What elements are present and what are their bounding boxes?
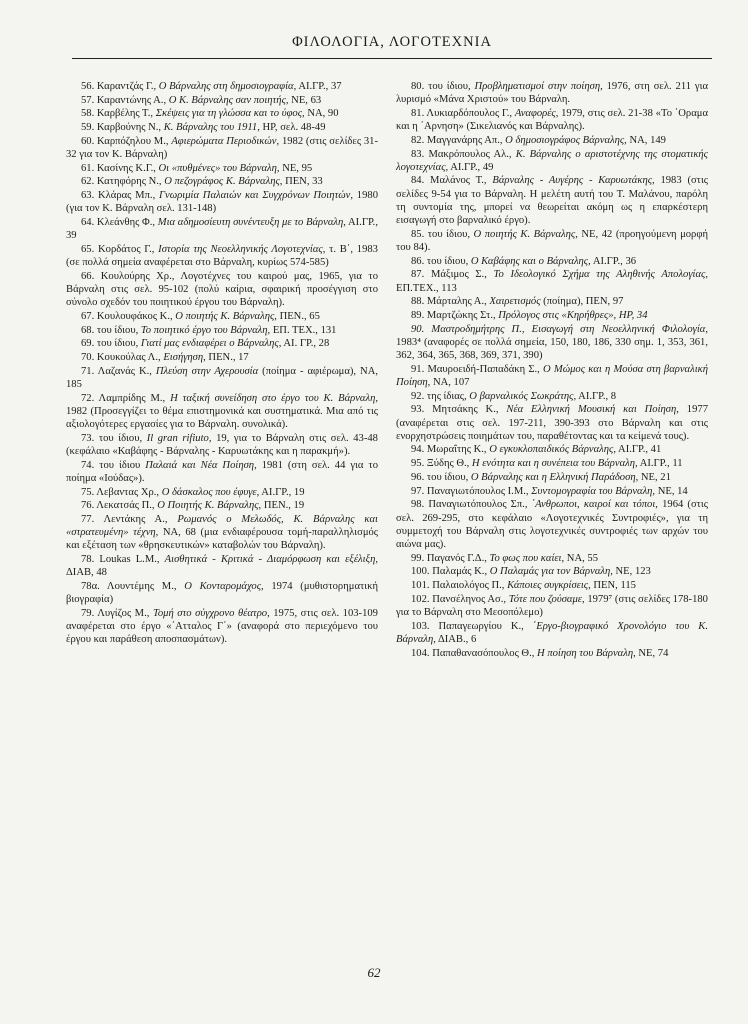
entry-title: Οι «πυθμένες» του Βάρναλη — [158, 162, 277, 174]
entry-details: , ΑΙ.ΓΡ., 36 — [588, 255, 637, 267]
entry-title: Βάρναλης - Αυγέρης - Καρυωτάκης — [492, 175, 653, 187]
entry-details: , 1979, στις σελ. 21-38 «Το ΄Οραμα και η ΄Αρνηση» (Σικελιανός και Βάρναλης). — [396, 107, 708, 133]
bibliography-entry — [66, 270, 378, 310]
entry-author: 102. Πανσέληνος Ασ., — [411, 593, 509, 605]
entry-details: (ποίημα - αφιέρωμα), ΝΑ, 185 — [66, 365, 379, 390]
entry-details: , ΑΙ.ΓΡ., 19 — [256, 486, 305, 498]
entry-details: , ΑΙ.ΓΡ., 49 — [445, 161, 494, 173]
entry-details: , ΝΕ, 42 (προηγούμενη μορφή του 84). — [396, 228, 708, 253]
entry-title: ΄Εργο-βιογραφικό Χρονολόγιο του Κ. Βάρναλη — [396, 620, 708, 645]
entry-title: ΄Ανθρωποι, καιροί και τόποι — [531, 499, 656, 511]
entry-author: 91. Μαυροειδή-Παπαδάκη Σ., — [411, 363, 544, 375]
entry-details: , ΠΕΝ., 19 — [258, 500, 305, 512]
entry-author: 56. Καραντζάς Γ., — [81, 81, 159, 92]
bibliography-entry — [66, 216, 378, 242]
bibliography-entry — [396, 268, 708, 294]
bibliography-entry — [396, 552, 708, 565]
entry-author: 97. Παναγιωτόπουλος Ι.Μ., — [411, 485, 532, 497]
bibliography-entry — [396, 498, 708, 551]
entry-details: , ΝΕ, 14 — [652, 485, 688, 497]
entry-details: , τ. Β΄, 1983 (σε πολλά σημεία αναφέρεται στο Βάρναλη, κυρίως 574-585) — [66, 243, 378, 269]
entry-details: , ΠΕΝ., 65 — [274, 310, 320, 322]
bibliography-entry — [396, 579, 708, 592]
entry-details: , 1975, στις σελ. 103-109 αναφέρεται στο έργο «΄Ατταλος Γ΄» (αναφορά στο περιεχόμενο του έργου και παράθεση αποσπασμάτων). — [66, 607, 378, 646]
entry-title: Ο εγκυκλοπαιδικός Βάρναλης — [489, 444, 614, 456]
entry-title: Ο Κ. Βάρναλης σαν ποιητής — [168, 94, 286, 106]
entry-author: 99. Παγανός Γ.Δ., — [411, 552, 490, 564]
entry-title: Παλαιά και Νέα Ποίηση — [145, 459, 255, 471]
entry-author: 89. Μαρτζώκης Στ., — [411, 309, 499, 321]
entry-title: Ο Ποιητής Κ. Βάρναλης — [157, 500, 259, 512]
entry-title: Κ. Βάρναλης του 1911 — [163, 122, 258, 134]
entry-details: , ΕΠ. ΤΕΧ., 131 — [267, 324, 337, 336]
bibliography-entry — [396, 457, 708, 470]
entry-details: , ΝΕ, 74 — [633, 647, 669, 659]
entry-title: Ο Καβάφης και ο Βάρναλης — [470, 255, 589, 267]
bibliography-entry — [66, 365, 378, 391]
entry-title: Ο πεζογράφος Κ. Βάρναλης — [164, 176, 280, 188]
entry-author: 83. Μακρόπουλος Αλ., — [411, 148, 516, 160]
bibliography-entry — [66, 337, 378, 350]
entry-author: 101. Παλαιολόγος Π., — [411, 580, 508, 592]
entry-title: Εισήγηση — [163, 352, 204, 364]
entry-details: , ΝΑ, 107 — [427, 376, 470, 388]
entry-author: 67. Κουλουφάκος Κ., — [81, 310, 176, 322]
entry-title: Το φως που καίει — [489, 552, 562, 564]
bibliography-column-right — [396, 80, 708, 660]
bibliography-entry — [66, 499, 378, 512]
bibliography-entry — [66, 162, 378, 175]
bibliography-entry — [396, 620, 708, 646]
entry-author: 71. Λαζανάς Κ., — [81, 365, 156, 377]
entry-title: Ο Παλαμάς για τον Βάρναλη — [489, 566, 611, 578]
entry-details: , 1982 (Προσεγγίζει το θέμα επιστημονικά και συστηματικά. Μια από τις αξιολογότερες εργασίες για το Βάρναλη. συνολικά). — [66, 392, 378, 431]
entry-title: Γνωριμία Παλαιών και Συγχρόνων Ποιητών — [158, 190, 351, 202]
entry-details: , ΑΙ. ΓΡ., 28 — [278, 338, 330, 350]
bibliography-entry — [396, 485, 708, 498]
entry-details: , 1976, στη σελ. 211 για λυρισμό «Μάνα Χριστού» του Βάρναλη. — [396, 81, 708, 106]
entry-details: Λογοτέχνες του καιρού μας, 1965, για το Βάρναλη στις σελ. 95-102 (πολύ καίρια, σφαιρική προσέγγιση στο σύνολο σχεδόν του ποιητικού έργου του Βάρναλη). — [66, 270, 378, 309]
bibliography-entry — [66, 310, 378, 323]
entry-author: 98. Παναγιωτόπουλος Σπ., — [411, 499, 532, 511]
entry-author: 60. Καρπόζηλου Μ., — [81, 135, 172, 147]
bibliography-entry — [396, 363, 708, 389]
entry-details: , ΕΠ.ΤΕΧ., 113 — [396, 269, 708, 294]
bibliography-entry — [66, 189, 378, 215]
entry-title: Τομή στο σύγχρονο θέατρο — [152, 607, 268, 619]
bibliography-entry — [66, 580, 378, 606]
bibliography-entry — [396, 80, 708, 106]
entry-author: 61. Κασίνης Κ.Γ., — [81, 162, 159, 174]
bibliography-entry — [66, 121, 378, 134]
entry-author: 64. Κλεάνθης Φ., — [81, 217, 158, 229]
bibliography-entry — [396, 647, 708, 660]
entry-details: , ΠΕΝ., 17 — [203, 352, 249, 364]
bibliography-entry — [66, 392, 378, 432]
entry-title: Πρόλογος στις «Κηρήθρες», ΗΡ, 34 — [498, 309, 648, 321]
entry-details: , ΝΕ, 123 — [610, 566, 651, 578]
entry-title: Σκέψεις για τη γλώσσα και το ύφος — [155, 108, 303, 120]
entry-details: , ΠΕΝ, 33 — [279, 176, 323, 188]
bibliography-entry — [396, 148, 708, 174]
entry-details: , ΝΕ, 21 — [635, 471, 671, 483]
entry-details: , 1964 (στις σελ. 269-295, στο κεφάλαιο «Λογοτεχνικές Συντροφιές», για τη συμμετοχή του Βάρναλη στις λογοτεχνικές συντροφιές των αρχών του αιώνα μας). — [396, 499, 708, 550]
entry-title: Κ. Βάρναλης ο αριστοτέχνης της στοματικής λογοτεχνίας — [396, 148, 708, 173]
entry-details: , ΠΕΝ, 115 — [588, 580, 636, 592]
entry-author: 74. του ίδιου — [81, 459, 146, 471]
entry-author: 75. Λεβαντας Χρ., — [81, 486, 162, 498]
entry-author: 78α. Λουντέμης Μ., — [81, 581, 185, 593]
entry-author: 72. Λαμπρίδης Μ., — [81, 392, 171, 404]
bibliography-entry — [66, 175, 378, 188]
entry-author: 92. της ίδιας, — [411, 390, 470, 402]
entry-details: , 1977 (αναφέρεται στις σελ. 197-211, 390-393 στο Βάρναλη και στις ενορχηστρώσεις ποιημάτων του, παραθέτοντας και τα κείμενά τους). — [396, 404, 708, 442]
entry-details: , ΗΡ, σελ. 48-49 — [257, 122, 326, 134]
entry-details: , ΝΑ, 68 (μια ενδιαφέρουσα τομή-παραλληλισμός και εξέταση των «θρησκευτικών» καταβολών του Βάρναλη). — [66, 527, 378, 552]
bibliography-column-left — [66, 80, 378, 647]
bibliography-entry — [396, 593, 708, 619]
entry-details: , ΑΙ.ΓΡ., 39 — [66, 217, 378, 242]
entry-author: 95. Ξύδης Θ., — [411, 458, 472, 470]
entry-author: 104. Παπαθανασόπουλος Θ., — [411, 647, 538, 659]
entry-details: , ΑΙ.ΓΡ., 11 — [635, 458, 683, 470]
entry-title: Il gran rifiuto — [146, 432, 209, 444]
entry-author: 65. Κορδάτος Γ., — [81, 243, 159, 255]
entry-author: 62. Κατηφόρης Ν., — [81, 176, 165, 188]
entry-title: Ο βαρναλικός Σωκράτης — [469, 390, 574, 402]
entry-details: , ΝΑ, 90 — [302, 108, 339, 120]
header-rule — [72, 58, 712, 59]
entry-author: 94. Μωραΐτης Κ., — [411, 444, 490, 456]
bibliography-entry — [396, 443, 708, 456]
entry-author: 68. του ίδιου, — [81, 324, 141, 336]
entry-details: , 1979⁷ (στις σελίδες 178-180 για το Βάρναλη στο Μεσοπόλεμο) — [396, 593, 708, 618]
entry-details: , 1982 (στις σελίδες 31-32 για τον Κ. Βάρναλη) — [66, 135, 378, 161]
bibliography-entry — [66, 107, 378, 120]
bibliography-entry — [66, 459, 378, 485]
bibliography-entry — [396, 228, 708, 254]
entry-title: Ο Βάρναλης στη δημοσιογραφία — [158, 81, 294, 92]
bibliography-entry — [396, 323, 708, 363]
bibliography-entry — [396, 565, 708, 578]
entry-author: 93. Μητσάκης Κ., — [411, 404, 507, 416]
entry-title: Η ποίηση του Βάρναλη — [537, 647, 634, 659]
entry-title: Αφιερώματα Περιοδικών — [171, 135, 277, 147]
entry-title: Νέα Ελληνική Μουσική και Ποίηση — [506, 404, 677, 416]
entry-author: 70. Κουκούλας Λ., — [81, 352, 164, 364]
entry-title: Ο Μώμος και η Μούσα στη βαρναλική Ποίηση — [396, 363, 708, 388]
entry-author: 66. Κουλούρης Χρ., — [81, 270, 181, 282]
entry-details: , 1974 (μυθιστορηματική βιογραφία) — [66, 581, 378, 606]
entry-details: , 1983 (στις σελίδες 9-54 για το Βάρναλη. Η μελέτη αυτή του Τ. Μαλάνου, παρόλη τη συντομία της, μπορεί να θεωρείται ακόμη ως η επαρκέστερη εισαγωγή στο βαρναλικό έργο). — [396, 175, 708, 227]
bibliography-entry — [66, 486, 378, 499]
entry-title: Η ενότητα και η συνέπεια του Βάρναλη — [471, 458, 636, 470]
entry-author: 84. Μαλάνος Τ., — [411, 175, 493, 187]
bibliography-entry — [396, 309, 708, 322]
entry-author: 76. Λεκατσάς Π., — [81, 500, 158, 512]
entry-author: 100. Παλαμάς Κ., — [411, 566, 490, 578]
bibliography-entry — [66, 351, 378, 364]
entry-details: , 19, για το Βάρναλη στις σελ. 43-48 (κεφάλαιο «Καβάφης - Βάρναλης - Καρυωτάκης και η παρακμή»). — [66, 432, 378, 457]
entry-author: 80. του ίδιου, — [411, 81, 475, 92]
entry-details: , ΑΙ.ΓΡ., 41 — [613, 444, 662, 456]
entry-author: 63. Κλάρας Μπ., — [81, 190, 159, 202]
entry-author: 86. του ίδιου, — [411, 255, 471, 267]
entry-author: 77. Λεντάκης Α., — [81, 514, 178, 525]
bibliography-entry — [66, 607, 378, 647]
entry-author: 79. Λυγίζος Μ., — [81, 607, 153, 619]
entry-details: , 1983⁴ (αναφορές σε πολλά σημεία, 150, 180, 186, 330 σημ. 1, 353, 361, 362, 364, 365, 368, 369, 371, 390) — [396, 323, 708, 362]
bibliography-entry — [396, 295, 708, 308]
entry-title: Ο δάσκαλος που έφυγε — [161, 486, 257, 498]
entry-details: , ΑΙ.ΓΡ., 8 — [573, 390, 617, 402]
entry-author: 57. Καραντώνης Α., — [81, 94, 169, 106]
entry-title: Πλεύση στην Αχερουσία — [155, 365, 259, 377]
entry-author: 58. Καρβέλης Τ., — [81, 108, 156, 120]
bibliography-entry — [396, 134, 708, 147]
entry-title: Μια αδημοσίευτη συνέντευξη με το Βάρναλη — [157, 217, 344, 229]
entry-title: Τότε που ζούσαμε — [508, 593, 582, 605]
entry-title: Το ποιητικό έργο του Βάρναλη — [140, 324, 268, 336]
entry-title: Ο Βάρναλης και η Ελληνική Παράδοση — [470, 471, 636, 483]
entry-author: 88. Μάρταλης Α., — [411, 296, 490, 308]
entry-author: 87. Μάξιμος Σ., — [411, 269, 494, 281]
entry-title: Αισθητικά - Κριτικά - Διαμόρφωση και εξέλιξη — [164, 554, 376, 566]
entry-title: Γιατί μας ενδιαφέρει ο Βάρναλης — [140, 338, 279, 350]
entry-details: , ΝΕ, 95 — [276, 162, 313, 174]
entry-title: Ο δημοσιογράφος Βάρναλης — [505, 134, 625, 146]
entry-title: Ο ποιητής Κ. Βάρναλης — [175, 310, 275, 322]
bibliography-entry — [66, 243, 378, 269]
entry-author: 69. του ίδιου, — [81, 338, 141, 350]
entry-details: , ΝΑ, 149 — [624, 134, 666, 146]
entry-title: Το Ιδεολογικό Σχήμα της Αληθινής Απολογίας — [493, 269, 706, 281]
entry-details: , ΔΙΑΒ, 48 — [66, 554, 378, 579]
entry-details: , 1980 (για τον Κ. Βάρναλη σελ. 131-148) — [66, 190, 378, 215]
entry-title: Ιστορία της Νεοελληνικής Λογοτεχνίας — [158, 243, 323, 255]
entry-title: Προβληματισμοί στην ποίηση — [474, 81, 601, 92]
entry-title: Ο ποιητής Κ. Βάρναλης — [473, 228, 576, 240]
bibliography-entry — [66, 94, 378, 107]
entry-author: 73. του ίδιου, — [81, 432, 147, 444]
bibliography-entry — [66, 513, 378, 553]
bibliography-entry — [66, 553, 378, 579]
entry-title: Χαιρετισμός — [489, 296, 541, 308]
entry-author: 78. Loukas L.M., — [81, 554, 165, 566]
entry-title: Ο Κονταρομάχος — [184, 581, 262, 593]
entry-author: 103. Παπαγεωργίου Κ., — [411, 620, 533, 632]
entry-details: , 1981 (στη σελ. 44 για το ποίημα «Ιούδας»). — [66, 459, 378, 484]
entry-details: , ΝΑ, 55 — [561, 552, 598, 564]
entry-details: , ΔΙΑΒ., 6 — [433, 633, 477, 645]
entry-details: , ΑΙ.ΓΡ., 37 — [293, 81, 342, 92]
entry-author: 82. Μαγγανάρης Απ., — [411, 134, 506, 146]
entry-author: 85. του ίδιου, — [411, 228, 474, 240]
bibliography-entry — [396, 107, 708, 133]
bibliography-entry — [396, 390, 708, 403]
bibliography-entry — [396, 471, 708, 484]
entry-title: Ρωμανός ο Μελωδός, Κ. Βάρναλης και «στρατευμένη» τέχνη — [66, 514, 378, 539]
entry-title: Αναφορές — [514, 107, 556, 119]
bibliography-entry — [396, 255, 708, 268]
entry-title: Συντομογραφία του Βάρναλη — [531, 485, 653, 497]
entry-title: 90. Μαστροδημήτρης Π., Εισαγωγή στη Νεοελληνική Φιλολογία — [411, 323, 706, 335]
bibliography-entry — [66, 80, 378, 93]
entry-author: 81. Λυκιαρδόπουλος Γ., — [411, 107, 515, 119]
entry-title: Κάποιες συγκρίσεις — [507, 580, 589, 592]
running-header: ΦΙΛΟΛΟΓΙΑ, ΛΟΓΟΤΕΧΝΙΑ — [292, 34, 492, 50]
entry-details: , ΝΕ, 63 — [285, 94, 322, 106]
entry-author: 96. του ίδιου, — [411, 471, 471, 483]
entry-author: 59. Καρβούνης Ν., — [81, 122, 164, 134]
entry-details: (ποίημα), ΠΕΝ, 97 — [540, 296, 624, 308]
bibliography-entry — [396, 174, 708, 227]
bibliography-entry — [66, 135, 378, 161]
bibliography-entry — [66, 324, 378, 337]
page-number: 62 — [367, 965, 381, 980]
bibliography-entry — [66, 432, 378, 458]
entry-title: Η ταξική συνείδηση στο έργο του Κ. Βάρναλη — [170, 392, 376, 404]
bibliography-entry — [396, 403, 708, 443]
